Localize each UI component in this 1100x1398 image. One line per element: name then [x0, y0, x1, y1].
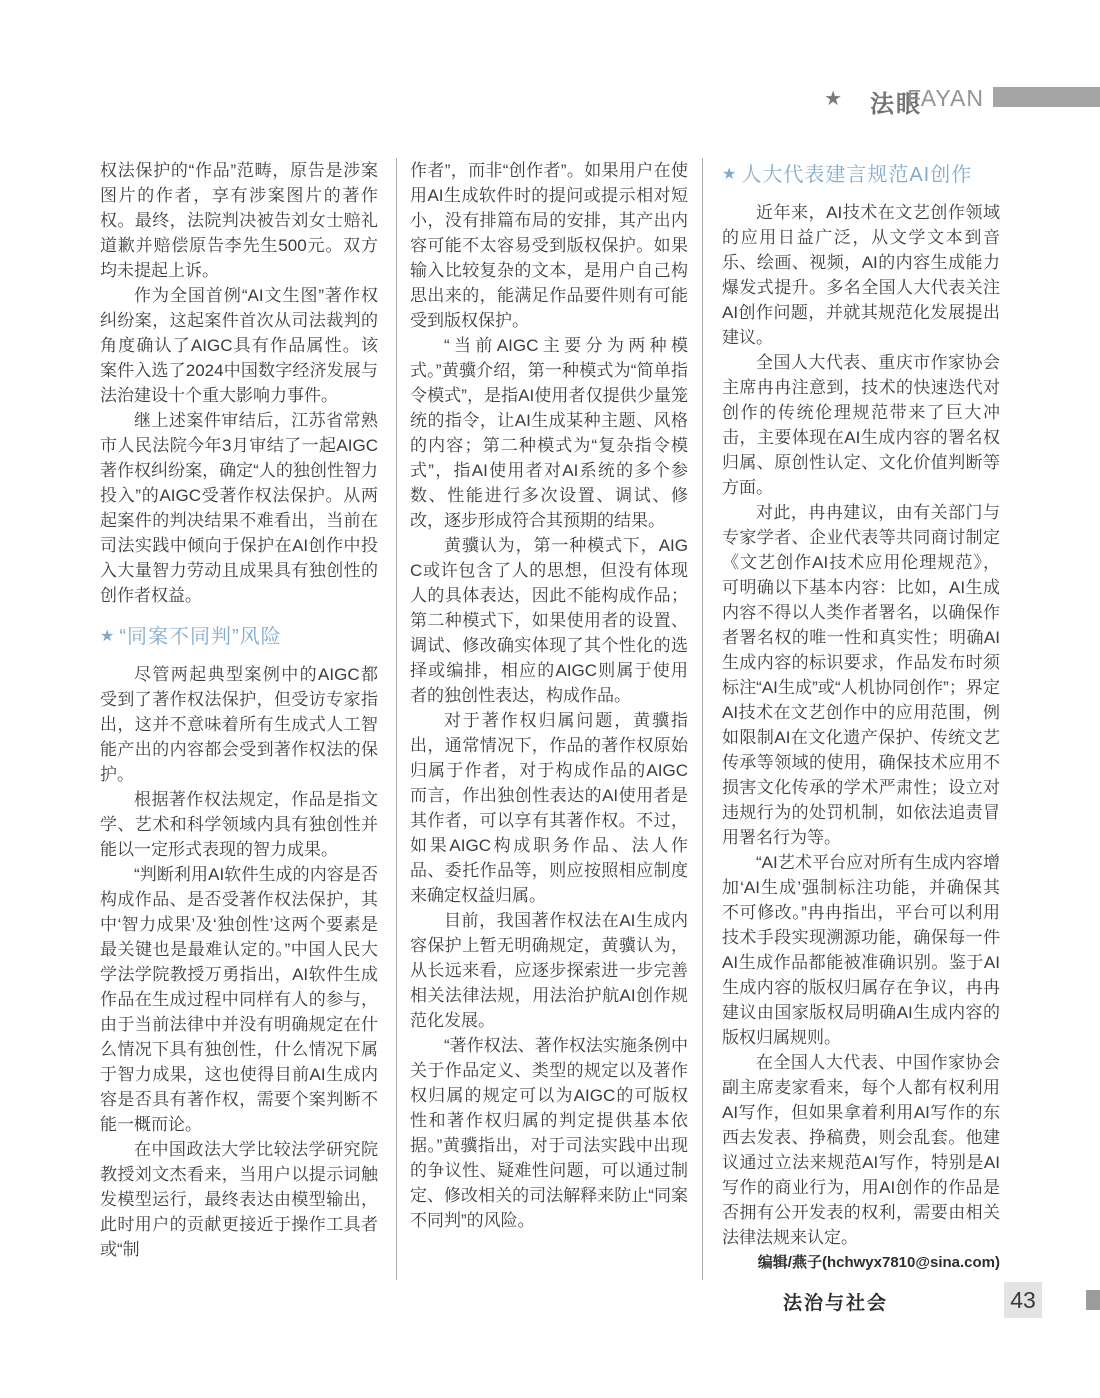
column-1	[100, 158, 378, 1262]
star-icon: ★	[722, 166, 738, 183]
paragraph: 根据著作权法规定，作品是指文学、艺术和科学领域内具有独创性并能以一定形式表现的智力成果。	[100, 790, 378, 859]
paragraph: “判断利用AI软件生成的内容是否构成作品、是否受著作权法保护，其中‘智力成果’及‘独创性’这两个要素是最关键也是最难认定的。”中国人民大学法学院教授万勇指出，AI软件生成作品在生成过程中同样有人的参与，由于当前法律中并没有明确规定在什么情况下具有独创性，什么情况下属于智力成果，这也使得目前AI生成内容是否具有著作权，需要个案判断不能一概而论。	[100, 865, 378, 1134]
section-title-pinyin: FAYAN	[907, 85, 984, 111]
star-icon: ★	[100, 628, 116, 645]
column-3	[722, 158, 1000, 1275]
paragraph: 全国人大代表、重庆市作家协会主席冉冉注意到，技术的快速迭代对创作的传统伦理规范带来了巨大冲击，主要体现在AI生成内容的署名权归属、原创性认定、文化价值判断等方面。	[722, 353, 1000, 497]
column-divider-left	[396, 158, 397, 1280]
paragraph: “当前AIGC主要分为两种模式。”黄骥介绍，第一种模式为“简单指令模式”，是指AI使用者仅提供少量笼统的指令，让AI生成某种主题、风格的内容；第二种模式为“复杂指令模式”，指AI使用者对AI系统的多个参数、性能进行多次设置、调试、修改，逐步形成符合其预期的结果。	[410, 336, 688, 530]
subheading-text: 人大代表建言规范AI创作	[741, 164, 973, 186]
paragraph: 作为全国首例“AI文生图”著作权纠纷案，这起案件首次从司法裁判的角度确认了AIGC具有作品属性。该案件入选了2024中国数字经济发展与法治建设十个重大影响力事件。	[100, 286, 378, 405]
editor-credit: 编辑/燕子(hchwyx7810@sina.com)	[757, 1254, 1000, 1271]
paragraph: 尽管两起典型案例中的AIGC都受到了著作权法保护，但受访专家指出，这并不意味着所有生成式人工智能产出的内容都会受到著作权法的保护。	[100, 665, 378, 784]
journal-name: 法治与社会	[782, 1293, 888, 1314]
column-2	[410, 158, 688, 1233]
paragraph: 对于著作权归属问题，黄骥指出，通常情况下，作品的著作权原始归属于作者，对于构成作品的AIGC而言，作出独创性表达的AI使用者是其作者，可以享有其著作权。不过，如果AIGC构成职务作品、法人作品、委托作品等，则应按照相应制度来确定权益归属。	[410, 711, 688, 905]
paragraph: 在中国政法大学比较法学研究院教授刘文杰看来，当用户以提示词触发模型运行，最终表达由模型输出，此时用户的贡献更接近于操作工具者或“制	[100, 1140, 378, 1259]
page-footer	[0, 1282, 1100, 1322]
paragraph: “AI艺术平台应对所有生成内容增加‘AI生成’强制标注功能，并确保其不可修改。”冉冉指出，平台可以利用技术手段实现溯源功能，确保每一件AI生成作品都能被准确识别。鉴于AI生成内容的版权归属存在争议，冉冉建议由国家版权局明确AI生成内容的版权归属规则。	[722, 853, 1000, 1047]
page-header	[0, 84, 1100, 118]
subheading-same-case-risk	[100, 624, 378, 652]
paragraph: 权法保护的“作品”范畴，原告是涉案图片的作者，享有涉案图片的著作权。最终，法院判决被告刘女士赔礼道歉并赔偿原告李先生500元。双方均未提起上诉。	[100, 161, 378, 280]
article-body	[100, 158, 1000, 1288]
star-icon: ★	[824, 88, 842, 110]
subheading-text: “同案不同判”风险	[119, 626, 282, 648]
subheading-npc-deputies-ai	[722, 162, 1000, 190]
paragraph: 在全国人大代表、中国作家协会副主席麦家看来，每个人都有权利用AI写作，但如果拿着利用AI写作的东西去发表、挣稿费，则会乱套。他建议通过立法来规范AI写作，特别是AI写作的商业行为，用AI创作的作品是否拥有公开发表的权利，需要由相关法律法规来认定。	[722, 1053, 1000, 1247]
page-number: 43	[1004, 1282, 1042, 1318]
paragraph: 继上述案件审结后，江苏省常熟市人民法院今年3月审结了一起AIGC著作权纠纷案，确定“人的独创性智力投入”的AIGC受著作权法保护。从两起案件的判决结果不难看出，当前在司法实践中倾向于保护在AI创作中投入大量智力劳动且成果具有独创性的创作者权益。	[100, 411, 378, 605]
paragraph: 对此，冉冉建议，由有关部门与专家学者、企业代表等共同商讨制定《文艺创作AI技术应用伦理规范》，可明确以下基本内容：比如，AI生成内容不得以人类作者署名，以确保作者署名权的唯一性和真实性；明确AI生成内容的标识要求，作品发布时须标注“AI生成”或“人机协同创作”；界定AI技术在文艺创作中的应用范围，例如限制AI在文化遗产保护、传统文艺传承等领域的使用，确保技术应用不损害文化传承的学术严肃性；设立对违规行为的处罚机制，如依法追责冒用署名行为等。	[722, 503, 1000, 847]
paragraph: 近年来，AI技术在文艺创作领域的应用日益广泛，从文学文本到音乐、绘画、视频，AI的内容生成能力爆发式提升。多名全国人大代表关注AI创作问题，并就其规范化发展提出建议。	[722, 203, 1000, 347]
header-decoration-bar	[993, 87, 1100, 107]
paragraph: 作者”，而非“创作者”。如果用户在使用AI生成软件时的提问或提示相对短小，没有排篇布局的安排，其产出内容可能不太容易受到版权保护。如果输入比较复杂的文本，是用户自己构思出来的，能满足作品要件则有可能受到版权保护。	[410, 161, 688, 330]
section-title: 法眼	[870, 91, 922, 118]
paragraph: “著作权法、著作权法实施条例中关于作品定义、类型的规定以及著作权归属的规定可以为AIGC的可版权性和著作权归属的判定提供基本依据。”黄骥指出，对于司法实践中出现的争议性、疑难性问题，可以通过制定、修改相关的司法解释来防止“同案不同判”的风险。	[410, 1036, 688, 1230]
column-divider-right	[702, 158, 703, 1280]
footer-decoration-bar	[1086, 1290, 1100, 1310]
paragraph: 目前，我国著作权法在AI生成内容保护上暂无明确规定，黄骥认为，从长远来看，应逐步探索进一步完善相关法律法规，用法治护航AI创作规范化发展。	[410, 911, 688, 1030]
paragraph: 黄骥认为，第一种模式下，AIGC或许包含了人的思想，但没有体现人的具体表达，因此不能构成作品；第二种模式下，如果使用者的设置、调试、修改确实体现了其个性化的选择或编排，相应的AIGC则属于使用者的独创性表达，构成作品。	[410, 536, 688, 705]
